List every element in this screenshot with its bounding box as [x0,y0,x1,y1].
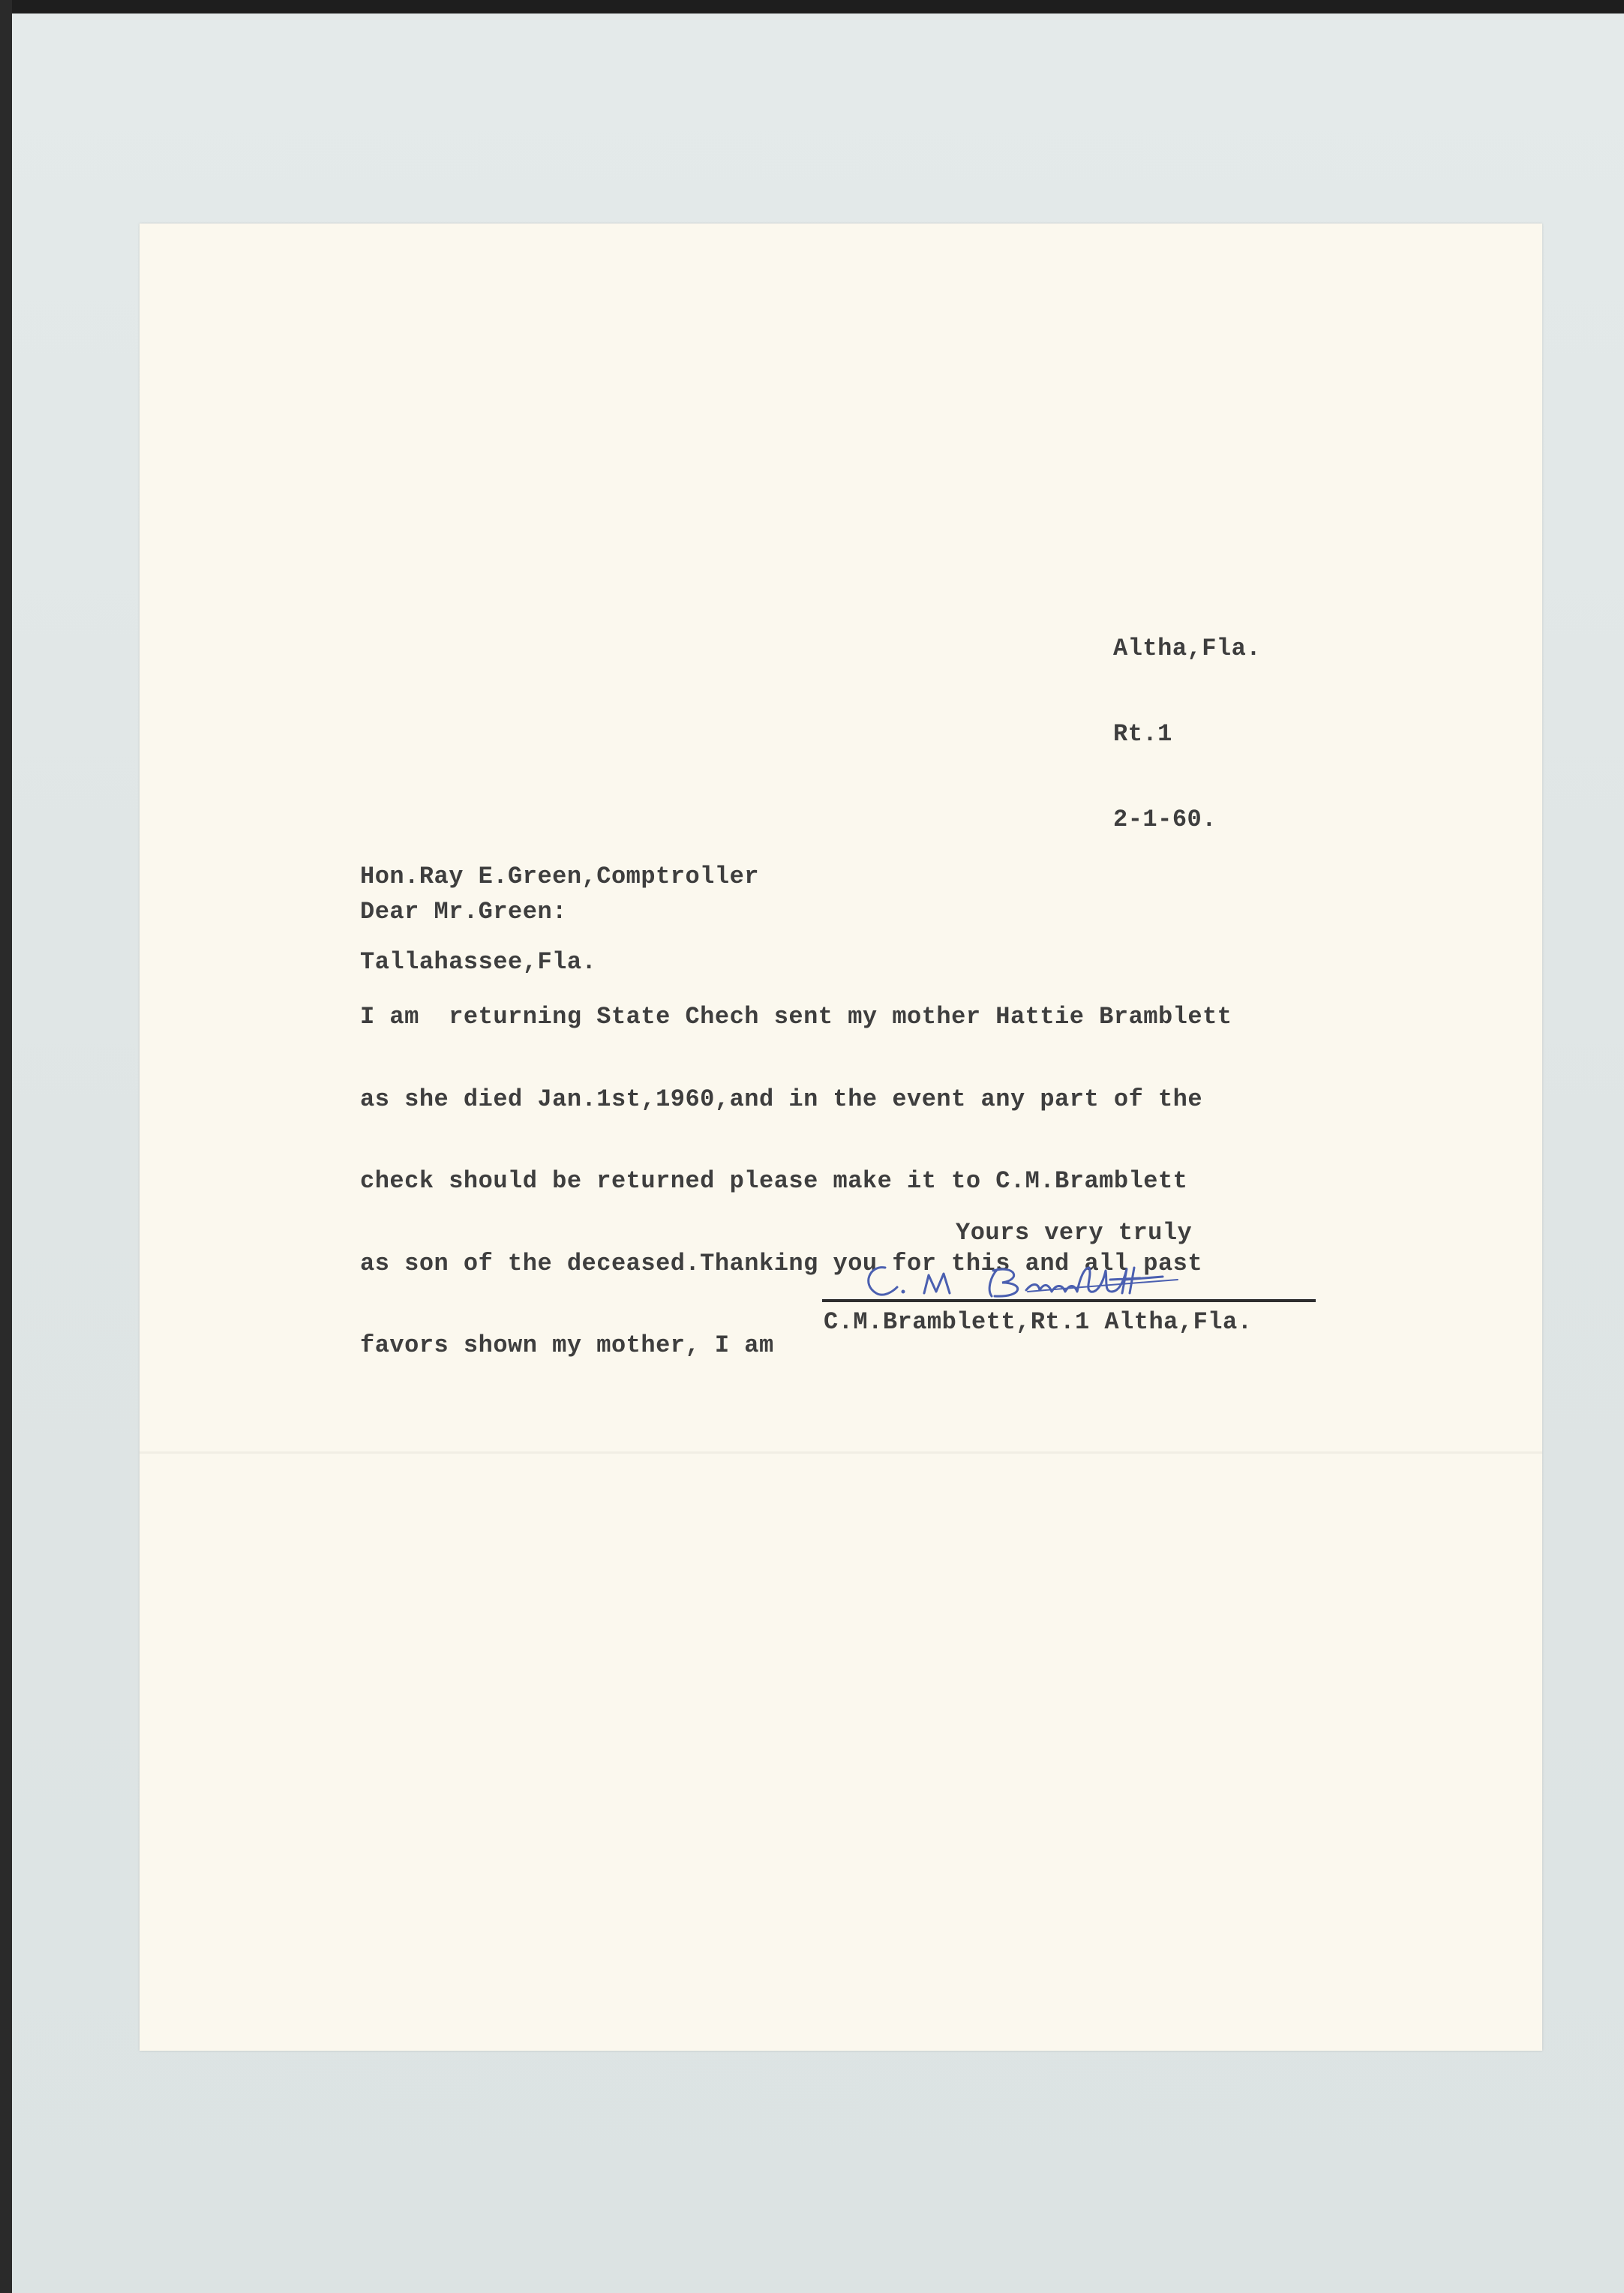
letter-date: 2-1-60. [1113,806,1217,833]
signature-line [822,1299,1316,1302]
salutation: Dear Mr.Green: [360,898,567,926]
body-line: as she died Jan.1st,1960,and in the event any part of the [360,1085,1203,1113]
paper-fold-line [140,1451,1542,1454]
recipient-name: Hon.Ray E.Green,Comptroller [360,863,759,890]
address-line-route: Rt.1 [1113,720,1172,748]
body-line: I am returning State Chech sent my mother Hattie Bramblett [360,1003,1232,1031]
signer-name: C.M.Bramblett,Rt.1 Altha,Fla. [824,1308,1253,1336]
scan-frame-top [0,0,1624,14]
closing: Yours very truly [956,1219,1193,1247]
address-line-city: Altha,Fla. [1113,635,1262,662]
recipient-city: Tallahassee,Fla. [360,948,597,976]
sender-address [1113,578,1261,863]
body-line: favors shown my mother, I am [360,1331,774,1359]
body-line: check should be returned please make it to C.M.Bramblett [360,1167,1188,1195]
scan-frame-left [0,0,12,2293]
body-line: as son of the deceased.Thanking you for this and all past [360,1249,1203,1277]
